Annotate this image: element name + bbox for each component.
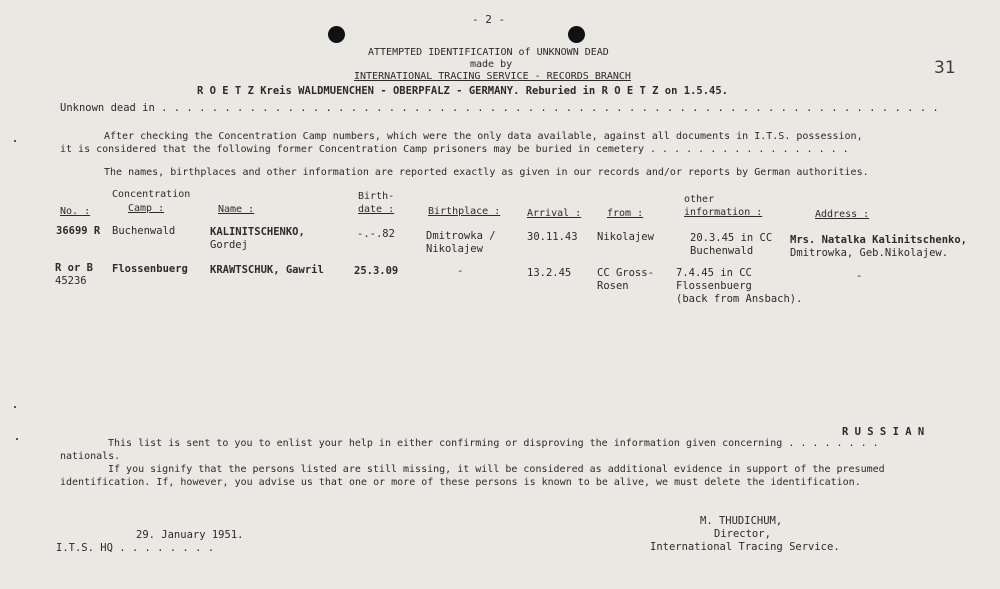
- header-arrival: Arrival :: [527, 208, 582, 219]
- closing2-line2: identification. If, however, you advise us that one or more of these persons is known to be alive, we must delete the identification.: [60, 477, 861, 488]
- closing1-line1: This list is sent to you to enlist your help in either confirming or disproving the information given concerning . . . . . . . .: [108, 438, 879, 449]
- margin-speck: [14, 406, 16, 408]
- row2-birthdate: 25.3.09: [354, 265, 399, 277]
- signature-title: Director,: [714, 528, 771, 540]
- row2-other-line1: 7.4.45 in CC: [676, 267, 752, 279]
- paragraph2: The names, birthplaces and other information are reported exactly as given in our records and/or reports by German authorities.: [104, 167, 869, 178]
- row2-no-line1: R or B: [55, 262, 93, 274]
- punch-hole-left: [328, 26, 345, 43]
- row1-other-line2: Buchenwald: [690, 245, 754, 257]
- header-birthdate-line2: date :: [358, 204, 395, 215]
- row2-no-line2: 45236: [55, 275, 87, 287]
- nationality: R U S S I A N: [842, 426, 925, 438]
- row2-from-line2: Rosen: [597, 280, 629, 292]
- unknown-dead-line: Unknown dead in . . . . . . . . . . . . . . . . . . . . . . . . . . . . . . . . . . . . . . . . . . . . . . . . . . . . . . . . . . . . . .: [60, 102, 939, 114]
- row2-address: -: [856, 270, 863, 282]
- margin-speck: [16, 438, 18, 440]
- title-line2: made by: [470, 59, 513, 70]
- row1-no: 36699 R: [56, 225, 101, 237]
- page-mark: 31: [934, 58, 956, 78]
- row2-other-line3: (back from Ansbach).: [676, 293, 803, 305]
- row1-arrival: 30.11.43: [527, 231, 578, 243]
- date: 29. January 1951.: [136, 529, 244, 541]
- its-hq: I.T.S. HQ . . . . . . . .: [56, 542, 215, 554]
- margin-speck: [14, 140, 16, 142]
- row2-birthplace: -: [457, 265, 464, 277]
- paragraph1-line2: it is considered that the following former Concentration Camp prisoners may be buried in cemetery . . . . . . . . . . . . . . . . .: [60, 144, 849, 155]
- header-address: Address :: [815, 209, 870, 220]
- header-no: No. :: [60, 206, 91, 217]
- closing2-line1: If you signify that the persons listed are still missing, it will be considered as additional evidence in support of the presumed: [108, 464, 885, 475]
- row1-birthdate: -.-.82: [357, 228, 395, 240]
- row1-birthplace-line1: Dmitrowka /: [426, 230, 496, 242]
- row2-camp: Flossenbuerg: [112, 263, 188, 275]
- title-line1: ATTEMPTED IDENTIFICATION of UNKNOWN DEAD: [368, 47, 609, 58]
- row1-name-line1: KALINITSCHENKO,: [210, 226, 305, 238]
- header-birthplace: Birthplace :: [428, 206, 501, 217]
- row1-name-line2: Gordej: [210, 239, 248, 251]
- closing1-line2: nationals.: [60, 451, 121, 462]
- page-number: - 2 -: [472, 13, 506, 26]
- signature-org: International Tracing Service.: [650, 541, 840, 553]
- row1-address-line1: Mrs. Natalka Kalinitschenko,: [790, 234, 968, 246]
- location-line: R O E T Z Kreis WALDMUENCHEN - OBERPFALZ - GERMANY. Reburied in R O E T Z on 1.5.45.: [197, 85, 729, 97]
- row1-other-line1: 20.3.45 in CC: [690, 232, 773, 244]
- header-other-line2: information :: [684, 207, 763, 218]
- signature-name: M. THUDICHUM,: [700, 515, 783, 527]
- header-camp-line1: Concentration: [112, 189, 191, 200]
- row2-from-line1: CC Gross-: [597, 267, 654, 279]
- row1-birthplace-line2: Nikolajew: [426, 243, 483, 255]
- header-name: Name :: [218, 204, 255, 215]
- paragraph1-line1: After checking the Concentration Camp numbers, which were the only data available, against all documents in I.T.S. possession,: [104, 131, 863, 142]
- row2-other-line2: Flossenbuerg: [676, 280, 752, 292]
- header-birthdate-line1: Birth-: [358, 191, 395, 202]
- row2-arrival: 13.2.45: [527, 267, 572, 279]
- header-camp-line2: Camp :: [128, 203, 165, 214]
- row2-name-line1: KRAWTSCHUK, Gawril: [210, 264, 324, 276]
- row1-camp: Buchenwald: [112, 225, 176, 237]
- row1-from: Nikolajew: [597, 231, 654, 243]
- row1-address-line2: Dmitrowka, Geb.Nikolajew.: [790, 247, 949, 259]
- header-from: from :: [607, 208, 644, 219]
- title-line3: INTERNATIONAL TRACING SERVICE - RECORDS BRANCH: [354, 71, 631, 82]
- header-other-line1: other: [684, 194, 715, 205]
- punch-hole-right: [568, 26, 585, 43]
